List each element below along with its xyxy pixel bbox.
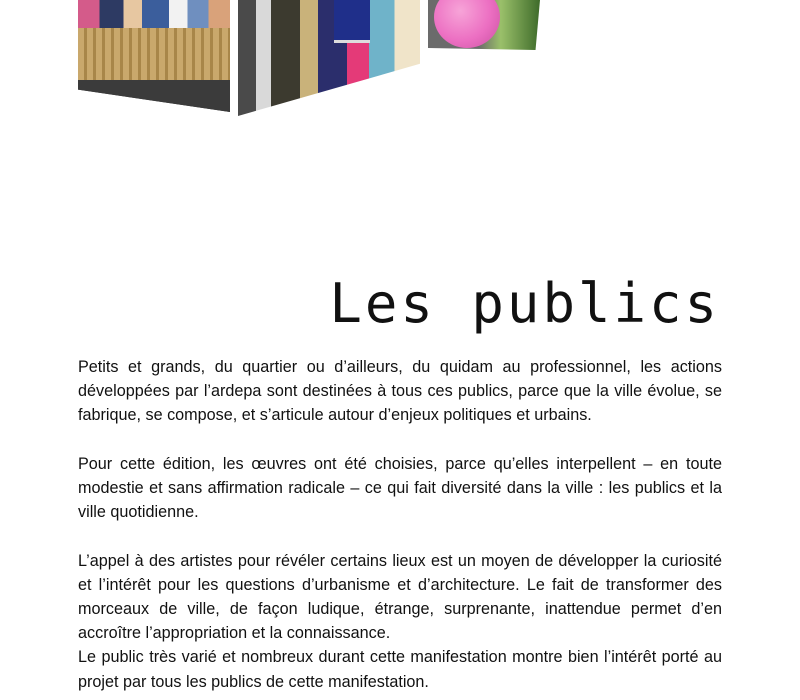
section-title: Les publics	[329, 272, 720, 335]
photo-brass-band	[238, 0, 420, 116]
paragraph-intro: Petits et grands, du quartier ou d’ailleurs, du quidam au professionnel, les actions développées par l’ardepa sont destinées à tous ces publics, parce que la ville évolue, se fabrique, se compose, et s’articule autour d’enjeux politiques et urbains.	[78, 358, 722, 425]
ground	[78, 80, 230, 112]
paragraph-edition: Pour cette édition, les œuvres ont été choisies, parce qu’elles interpellent – en toute modestie et sans affirmation radicale – ce qui fait diversité dans la ville : les publics et la ville quotidienne.	[78, 454, 722, 522]
paragraph-artists: L’appel à des artistes pour révéler certains lieux est un moyen de développer la curiosité et l’intérêt pour les questions d’urbanisme et d’architecture. Le fait de transformer des morceaux de ville, de façon ludique, étrange, surprenante, inattendue permet d’en accroître l’appropriation et la connaissance.	[78, 551, 722, 643]
seated-people	[78, 0, 230, 30]
drum	[334, 0, 370, 43]
photo-audience-on-bench	[78, 0, 230, 112]
photo-strip	[0, 0, 800, 120]
photo-pink-balloon	[428, 0, 540, 50]
wooden-bench	[78, 28, 230, 80]
pink-balloon	[434, 0, 500, 48]
body-text	[78, 355, 722, 694]
paragraph-public: Le public très varié et nombreux durant cette manifestation montre bien l’intérêt porté au projet par tous les publics de cette manifestation.	[78, 648, 722, 691]
